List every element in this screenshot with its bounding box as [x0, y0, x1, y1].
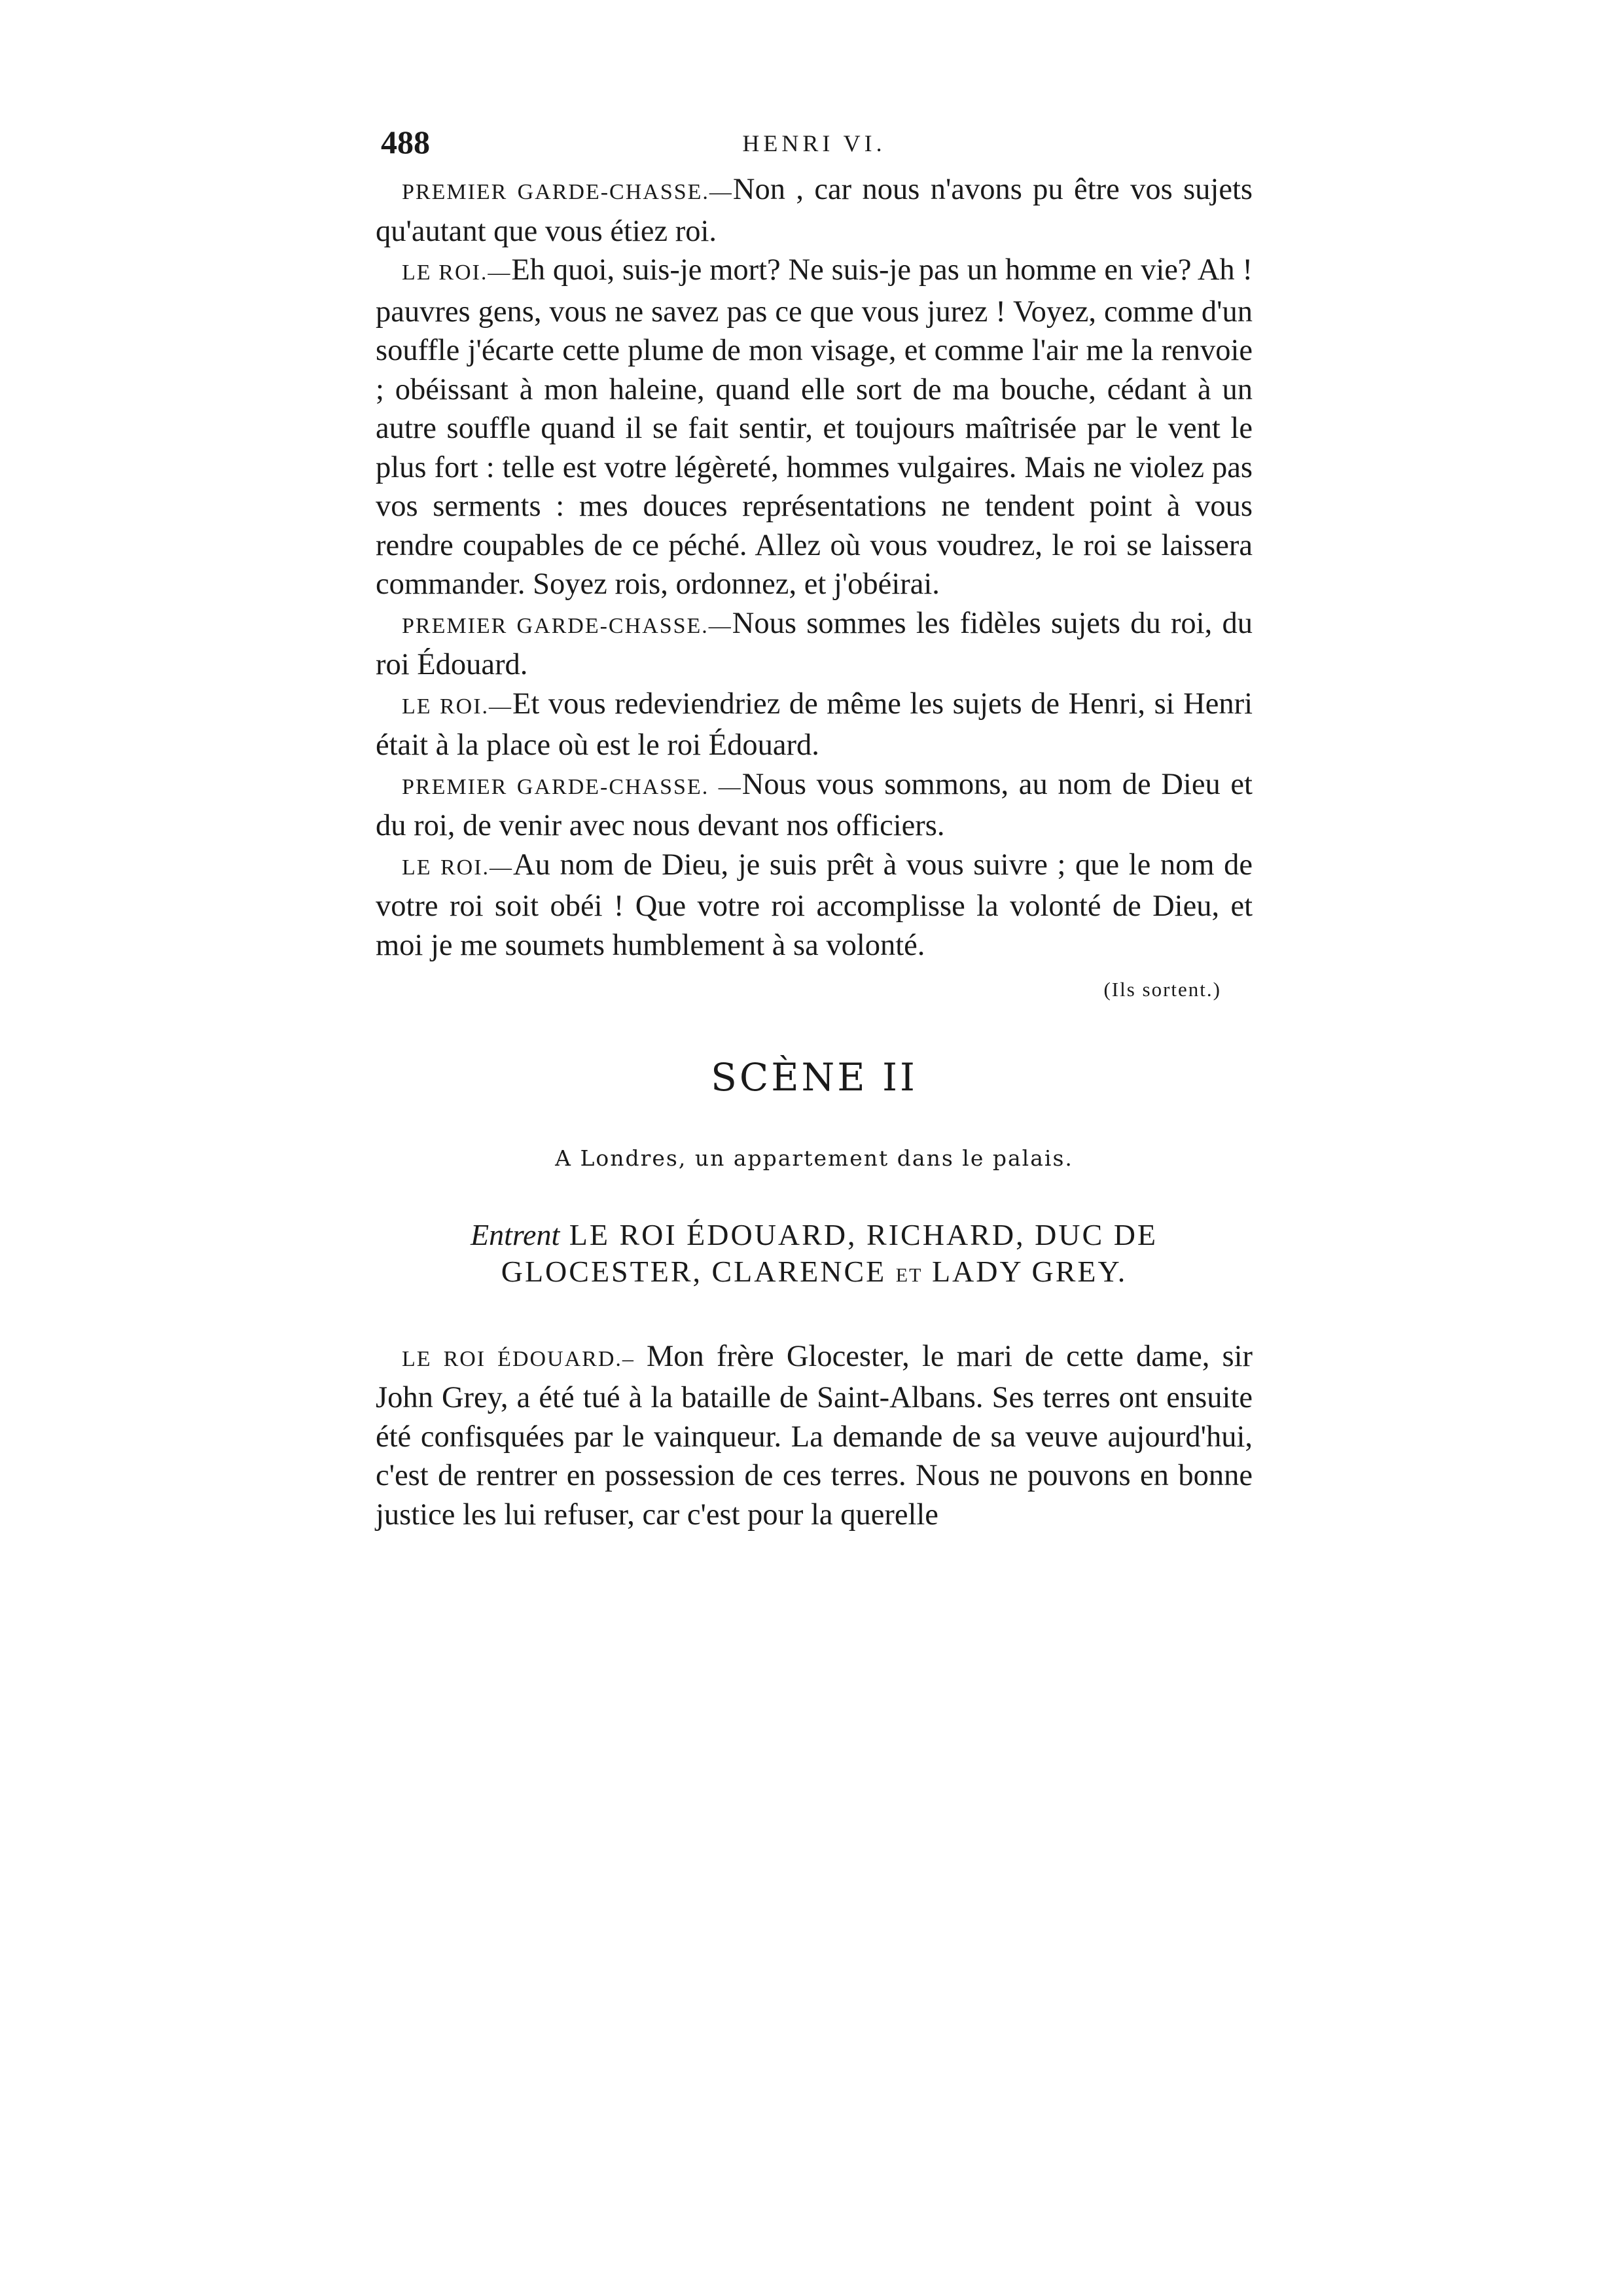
entrance-line-1: LE ROI ÉDOUARD, RICHARD, DUC DE — [569, 1217, 1158, 1251]
page-number: 488 — [381, 124, 430, 160]
speech-text: Nous sommes les fidèles sujets du roi, du roi Édouard. — [376, 606, 1253, 681]
dialogue-block-bottom — [376, 1337, 1253, 1535]
entrance-line-2: GLOCESTER, CLARENCE — [501, 1254, 887, 1288]
speech-text: Nous vous sommons, au nom de Dieu et du roi, de venir avec nous devant nos officiers. — [376, 767, 1253, 842]
running-header — [376, 118, 1253, 170]
speech-edouard — [376, 1337, 1253, 1535]
scene-setting: A Londres, un appartement dans le palais. — [555, 1145, 1073, 1171]
speaker-label: PREMIER GARDE-CHASSE.— — [402, 613, 732, 638]
speaker-label: PREMIER GARDE-CHASSE.— — [402, 180, 733, 204]
scene-title: SCÈNE II — [711, 1054, 918, 1100]
stage-direction-exit: (Ils sortent.) — [1103, 978, 1221, 1001]
dialogue-block-top — [376, 170, 1253, 1009]
speech-text: Mon frère Glocester, le mari de cette dame, sir John Grey, a été tué à la bataille de Saint-Albans. Ses terres ont ensuite été confisquées par le vainqueur. La demande de sa veuve aujourd'hui, c'est de rentrer en possession de ces terres. Nous ne pouvons en bonne justice les lui refuser, car c'est pour la querelle — [376, 1339, 1253, 1532]
running-title: HENRI VI. — [742, 130, 886, 156]
speaker-label: LE ROI ÉDOUARD.– — [402, 1346, 647, 1371]
speech-text: Au nom de Dieu, je suis prêt à vous suivre ; que le nom de votre roi soit obéi ! Que votre roi accomplisse la volonté de Dieu, et moi je me soumets humblement à sa volonté. — [376, 848, 1253, 962]
speech-text: Eh quoi, suis-je mort? Ne suis-je pas un homme en vie? Ah ! pauvres gens, vous ne savez pas ce que vous jurez ! Voyez, comme d'un souffle j'écarte cette plume de mon visage, et comme l'air me la renvoie ; obéissant à mon haleine, quand elle sort de ma bouche, cédant à un autre souffle quand il se fait sentir, et toujours maîtrisée par le vent le plus fort : telle est votre légèreté, hommes vulgaires. Mais ne violez pas vos serments : mes douces représentations ne tendent point à vous rendre coupables de ce péché. Allez où vous voudrez, le roi se laissera commander. Soyez rois, ordonnez, et j'obéirai. — [376, 253, 1253, 601]
book-page — [376, 118, 1253, 1534]
speech-3 — [376, 604, 1253, 685]
speech-text: Et vous redeviendriez de même les sujets de Henri, si Henri était à la place où est le roi Édouard. — [376, 687, 1253, 762]
speech-5 — [376, 765, 1253, 846]
entrance-line-2-end: LADY GREY. — [931, 1254, 1128, 1288]
speaker-label: PREMIER GARDE-CHASSE. — — [402, 774, 742, 799]
speech-1 — [376, 170, 1253, 251]
speaker-label: LE ROI.— — [402, 855, 514, 880]
speech-2 — [376, 251, 1253, 604]
speech-6 — [376, 846, 1253, 965]
entrance-stage-direction — [376, 1217, 1253, 1294]
speech-4 — [376, 685, 1253, 765]
entrance-word: Entrent — [470, 1217, 560, 1251]
entrance-et: ET — [895, 1264, 923, 1286]
speaker-label: LE ROI.— — [402, 694, 513, 719]
speech-text: Non , car nous n'avons pu être vos sujets qu'autant que vous étiez roi. — [376, 173, 1253, 248]
speaker-label: LE ROI.— — [402, 260, 512, 285]
